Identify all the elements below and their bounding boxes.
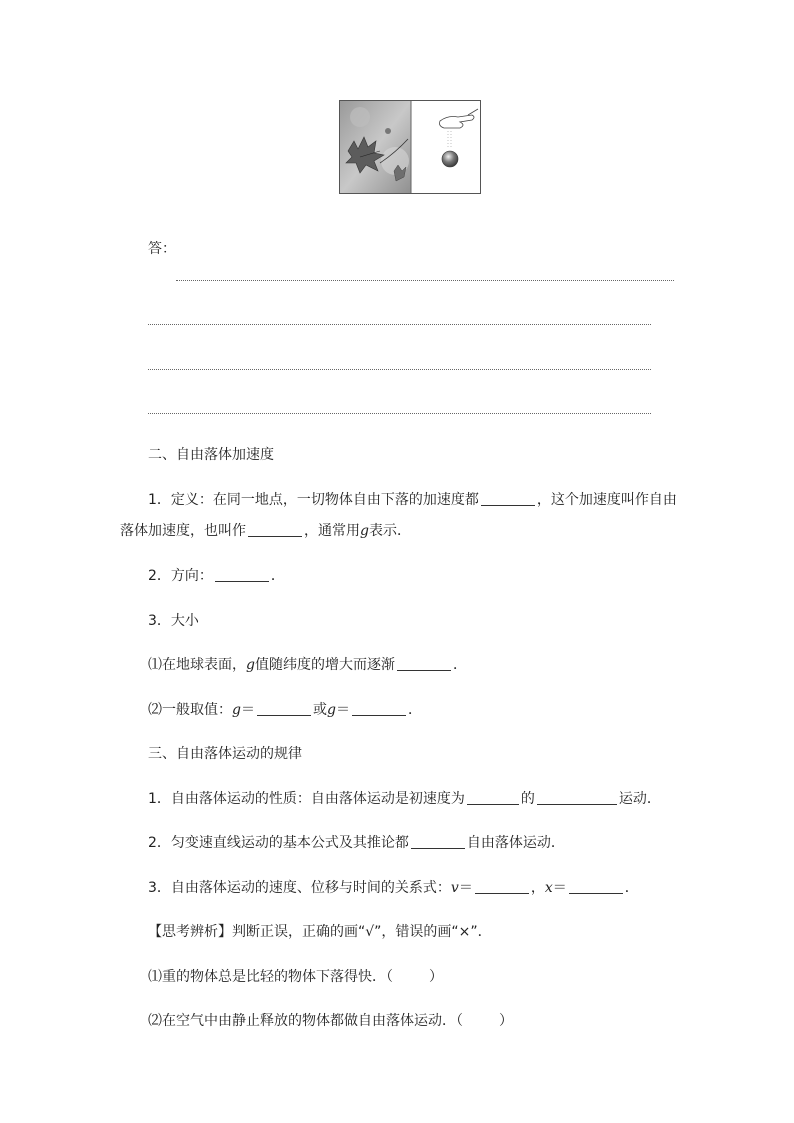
falling-objects-figure — [339, 100, 481, 194]
size-title: 3．大小 — [148, 613, 199, 629]
blank-motion-type[interactable] — [537, 790, 617, 805]
direction-line: 2．方向： ． — [148, 568, 285, 584]
size-item-2: ⑵一般取值：g＝ 或g＝ ． — [148, 702, 422, 718]
answer-line-2[interactable] — [148, 324, 651, 325]
size-item-1: ⑴在地球表面，g值随纬度的增大而逐渐 ． — [148, 657, 467, 673]
blank-latitude-trend[interactable] — [397, 656, 451, 671]
think-intro: 【思考辨析】判断正误，正确的画“√”，错误的画“×”． — [148, 924, 492, 940]
law-line-2: 2．匀变速直线运动的基本公式及其推论都 自由落体运动． — [148, 835, 565, 851]
answer-label: 答： — [148, 241, 176, 257]
section2-title: 二、自由落体加速度 — [148, 447, 274, 463]
definition-line-2: 落体加速度，也叫作 ，通常用g表示． — [120, 523, 411, 539]
blank-g-value-2[interactable] — [352, 701, 406, 716]
definition-line-1: 1．定义：在同一地点，一切物体自由下落的加速度都 ，这个加速度叫作自由 — [148, 492, 677, 508]
judge-question-2: ⑵在空气中由静止释放的物体都做自由落体运动．（ ） — [148, 1013, 513, 1029]
blank-initial-velocity[interactable] — [467, 790, 519, 805]
answer-line-3[interactable] — [148, 369, 651, 370]
blank-same-acceleration[interactable] — [481, 491, 535, 506]
hand-icon — [440, 115, 475, 128]
figure-illustration — [340, 101, 481, 194]
law-line-3: 3．自由落体运动的速度、位移与时间的关系式：v＝ ，x＝ ． — [148, 880, 639, 896]
judge-question-1: ⑴重的物体总是比轻的物体下落得快．（ ） — [148, 969, 443, 985]
think-label: 【思考辨析】 — [148, 924, 232, 940]
blank-applicability[interactable] — [411, 834, 465, 849]
blank-direction[interactable] — [215, 567, 269, 582]
section3-title: 三、自由落体运动的规律 — [148, 746, 302, 762]
ball-icon — [442, 151, 458, 167]
blank-gravity-acceleration[interactable] — [248, 522, 302, 537]
answer-line-4[interactable] — [148, 413, 651, 414]
answer-line-1[interactable] — [176, 280, 674, 281]
blank-g-value-1[interactable] — [257, 701, 311, 716]
blank-velocity-formula[interactable] — [475, 879, 529, 894]
law-line-1: 1．自由落体运动的性质：自由落体运动是初速度为 的 运动． — [148, 791, 661, 807]
blank-displacement-formula[interactable] — [569, 879, 623, 894]
